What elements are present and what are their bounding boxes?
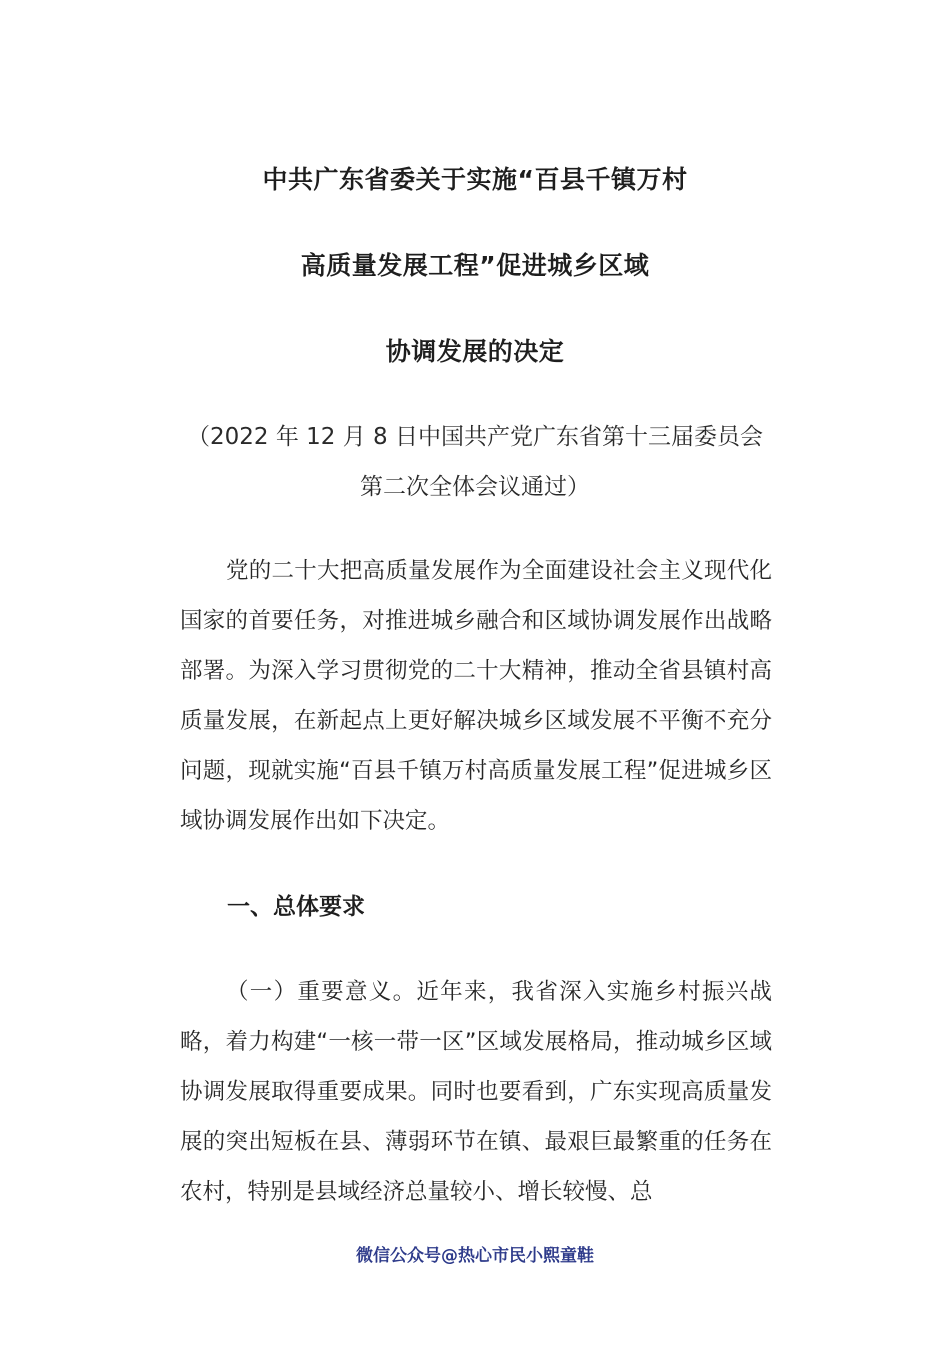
title-line-1: 中共广东省委关于实施“百县千镇万村 [262,165,688,194]
subtitle-line-1: （2022 年 12 月 8 日中国共产党广东省第十三届委员会 [187,424,763,450]
subtitle-line-2: 第二次全体会议通过） [360,474,590,500]
watermark-caption: 微信公众号@热心市民小熙童鞋 [356,1246,594,1266]
title-line-3: 协调发展的决定 [385,337,565,366]
title-line-2: 高质量发展工程”促进城乡区域 [300,251,650,280]
section-heading: 一、总体要求 [227,894,365,920]
section-paragraph: （一）重要意义。近年来，我省深入实施乡村振兴战略，着力构建“一核一带一区”区域发展格局，推动城乡区域协调发展取得重要成果。同时也要看到，广东实现高质量发展的突出短板在县、薄弱环节在镇、最艰巨最繁重的任务在农村，特别是县域经济总量较小、增长较慢、总 [180,979,772,1205]
intro-paragraph: 党的二十大把高质量发展作为全面建设社会主义现代化国家的首要任务，对推进城乡融合和区域协调发展作出战略部署。为深入学习贯彻党的二十大精神，推动全省县镇村高质量发展，在新起点上更好解决城乡区域发展不平衡不充分问题，现就实施“百县千镇万村高质量发展工程”促进城乡区域协调发展作出如下决定。 [180,558,772,834]
